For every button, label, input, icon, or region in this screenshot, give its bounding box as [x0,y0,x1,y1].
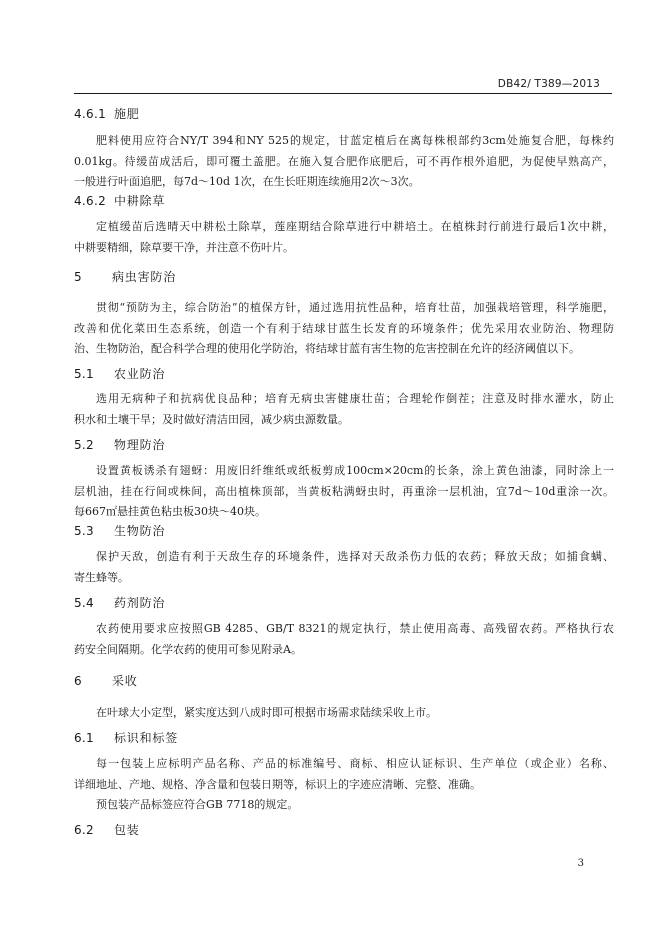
paragraph-line: 设置黄板诱杀有翅蚜：用废旧纤维纸或纸板剪成100cm×20cm的长条，涂上黄色油漆，同时涂上一 [96,464,614,477]
paragraph-line: 选用无病种子和抗病优良品种；培育无病虫害健康壮苗；合理轮作倒茬；注意及时排水灌水，防止 [96,392,614,405]
paragraph-line: 保护天敌，创造有利于天敌生存的环境条件，选择对天敌杀伤力低的农药；释放天敌；如捕食螨、 [96,550,614,563]
heading-title: 包装 [114,823,140,837]
paragraph-line: 农药使用要求应按照GB 4285、GB/T 8321的规定执行，禁止使用高毒、高残留农药。严格执行农 [96,622,614,635]
paragraph-line: 改善和优化菜田生态系统，创造一个有利于结球甘蓝生长发育的环境条件；优先采用农业防治、物理防 [74,321,614,335]
paragraph-line: 定植缓苗后选晴天中耕松土除草，莲座期结合除草进行中耕培土。在植株封行前进行最后1次中耕， [96,220,614,233]
paragraph-agricultural [74,389,614,430]
paragraph-line: 肥料使用应符合NY/T 394和NY 525的规定，甘蓝定植后在离每株根部约3cm处施复合肥，每株约 [96,134,614,147]
paragraph-pest-control [74,298,614,360]
heading-number: 5 [74,270,82,284]
paragraph-line: 寄生蜂等。 [74,570,129,584]
paragraph-line: 药安全间隔期。化学农药的使用可参见附录A。 [74,642,302,656]
heading-title: 物理防治 [114,438,166,452]
header-rule [74,93,612,94]
heading-title: 农业防治 [114,367,166,381]
heading-number: 4.6.2 [74,194,107,208]
heading-5 [74,270,176,284]
heading-4-6-1 [74,107,140,121]
paragraph-biological [74,547,614,588]
paragraph-line: 预包装产品标签应符合GB 7718的规定。 [96,798,299,812]
heading-title: 标识和标签 [114,731,179,745]
heading-5-2 [74,438,165,452]
paragraph-line: 每667㎡悬挂黄色粘虫板30块～40块。 [74,505,266,519]
paragraph-physical [74,461,614,523]
heading-number: 5.4 [74,596,94,610]
heading-6 [74,674,138,688]
heading-title: 生物防治 [114,524,166,538]
paragraph-line: 在叶球大小定型，紧实度达到八成时即可根据市场需求陆续采收上市。 [96,706,437,719]
heading-title: 施肥 [114,107,140,121]
heading-number: 6.1 [74,731,94,745]
heading-4-6-2 [74,194,165,208]
heading-number: 5.2 [74,438,94,452]
heading-6-1 [74,731,178,745]
paragraph-line: 积水和土壤干旱；及时做好清洁田园，减少病虫源数量。 [74,412,349,426]
heading-number: 4.6.1 [74,107,107,121]
paragraph-line: 治、生物防治，配合科学合理的使用化学防治，将结球甘蓝有害生物的危害控制在允许的经济阈值以下。 [74,342,580,356]
paragraph-harvest [74,703,614,724]
page-number: 3 [577,858,584,869]
heading-6-2 [74,823,140,837]
heading-number: 5.1 [74,367,94,381]
heading-5-1 [74,367,165,381]
paragraph-line: 贯彻“预防为主，综合防治”的植保方针，通过选用抗性品种，培育壮苗，加强栽培管理，科学施肥， [96,301,614,314]
paragraph-line: 详细地址、产地、规格、净含量和包装日期等，标识上的字迹应清晰、完整、准确。 [74,777,481,791]
paragraph-line: 一般进行叶面追肥，每7d～10d 1次，在生长旺期连续施用2次～3次。 [74,175,420,189]
paragraph-labeling [74,754,614,816]
heading-5-3 [74,524,165,538]
document-code: DB42/ T389—2013 [497,78,600,90]
paragraph-line: 层机油，挂在行间或株间，高出植株顶部，当黄板粘满蚜虫时，再重涂一层机油，宜7d～10d重涂一次。 [74,484,614,498]
paragraph-fertilization [74,131,614,193]
heading-title: 采收 [112,674,138,688]
paragraph-line: 中耕要精细，除草要干净，并注意不伤叶片。 [74,240,294,254]
heading-number: 5.3 [74,524,94,538]
heading-5-4 [74,596,165,610]
paragraph-line: 每一包装上应标明产品名称、产品的标准编号、商标、相应认证标识、生产单位（或企业）名称、 [96,757,614,770]
heading-number: 6 [74,674,82,688]
heading-title: 药剂防治 [114,596,166,610]
heading-title: 中耕除草 [114,194,166,208]
heading-title: 病虫害防治 [112,270,177,284]
paragraph-line: 0.01kg。待缓苗成活后，即可覆土盖肥。在施入复合肥作底肥后，可不再作根外追肥，为促使早熟高产， [74,154,614,168]
heading-number: 6.2 [74,823,94,837]
paragraph-weeding [74,217,614,258]
paragraph-chemical [74,619,614,660]
